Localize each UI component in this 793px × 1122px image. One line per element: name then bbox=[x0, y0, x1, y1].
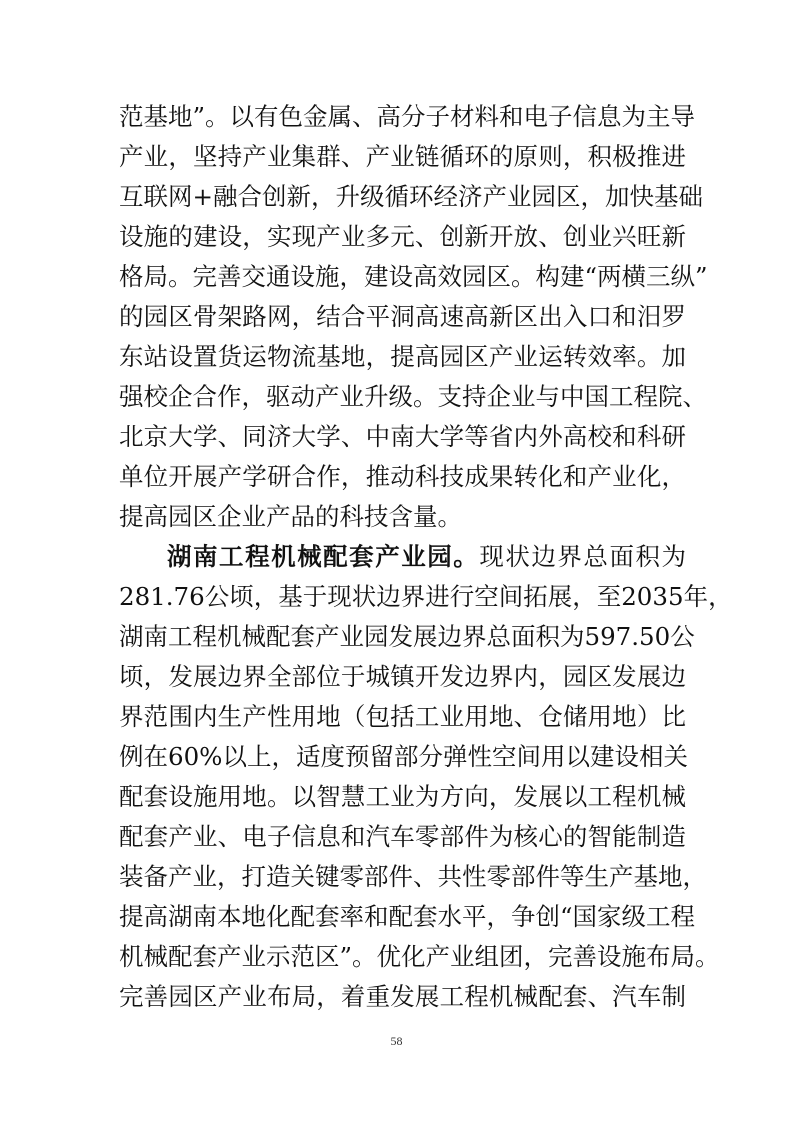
body-text-run: 现状边界总面积为 bbox=[479, 542, 687, 571]
body-text-line: 单位开展产学研合作，推动科技成果转化和产业化， bbox=[119, 462, 686, 491]
body-text-line: 的园区骨架路网，结合平洞高速高新区出入口和汨罗 bbox=[119, 302, 686, 331]
body-text-line: 互联网+融合创新，升级循环经济产业园区，加快基础 bbox=[119, 182, 704, 211]
body-text-line: 281.76公顷，基于现状边界进行空间拓展，至2035年， bbox=[119, 582, 733, 611]
body-text-line: 完善园区产业布局，着重发展工程机械配套、汽车制 bbox=[119, 982, 686, 1011]
body-text-line: 北京大学、同济大学、中南大学等省内外高校和科研 bbox=[119, 422, 686, 451]
body-text-line: 顷，发展边界全部位于城镇开发边界内，园区发展边 bbox=[119, 662, 686, 691]
section-heading: 湖南工程机械配套产业园。 bbox=[167, 542, 480, 571]
body-text-line: 提高园区企业产品的科技含量。 bbox=[119, 502, 462, 531]
section-first-line bbox=[167, 537, 686, 577]
body-text-line: 配套产业、电子信息和汽车零部件为核心的智能制造 bbox=[119, 822, 686, 851]
body-text-line: 例在60%以上，适度预留部分弹性空间用以建设相关 bbox=[119, 742, 688, 771]
body-text-line: 装备产业，打造关键零部件、共性零部件等生产基地， bbox=[119, 862, 707, 891]
body-text-line: 设施的建设，实现产业多元、创新开放、创业兴旺新 bbox=[119, 222, 686, 251]
body-text-line: 湖南工程机械配套产业园发展边界总面积为597.50公 bbox=[119, 622, 695, 651]
body-text-line: 东站设置货运物流基地，提高园区产业运转效率。加 bbox=[119, 342, 686, 371]
body-text-line: 提高湖南本地化配套率和配套水平，争创“国家级工程 bbox=[119, 902, 696, 931]
body-text-line: 机械配套产业示范区”。优化产业组团，完善设施布局。 bbox=[119, 942, 720, 971]
body-text-line: 格局。完善交通设施，建设高效园区。构建“两横三纵” bbox=[119, 262, 708, 291]
body-text-line: 强校企合作，驱动产业升级。支持企业与中国工程院、 bbox=[119, 382, 707, 411]
body-text-line: 配套设施用地。以智慧工业为方向，发展以工程机械 bbox=[119, 782, 686, 811]
body-text-line: 产业，坚持产业集群、产业链循环的原则，积极推进 bbox=[119, 142, 686, 171]
body-text-line: 界范围内生产性用地（包括工业用地、仓储用地）比 bbox=[119, 702, 686, 731]
body-text-line: 范基地”。以有色金属、高分子材料和电子信息为主导 bbox=[119, 102, 696, 131]
page-number: 58 bbox=[390, 1034, 403, 1048]
